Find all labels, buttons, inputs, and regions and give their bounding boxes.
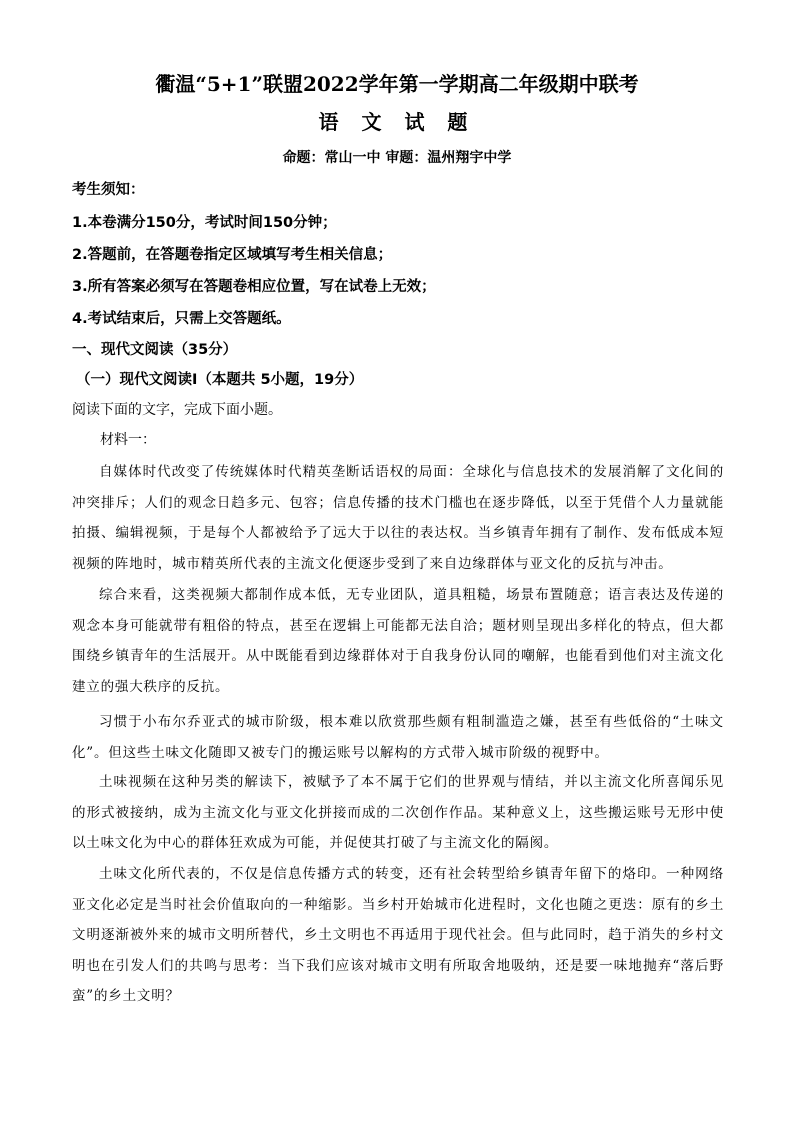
material-paragraph: 土味视频在这种另类的解读下，被赋予了本不属于它们的世界观与情结，并以主流文化所喜闻乐见的形式被接纳，成为主流文化与亚文化拼接而成的二次创作作品。某种意义上，这些搬运账号无形中使以土味文化为中心的群体狂欢成为可能，并促使其打破了与主流文化的隔阂。 bbox=[72, 774, 724, 851]
notice-item: 2.答题前，在答题卷指定区域填写考生相关信息； bbox=[72, 247, 393, 263]
material-paragraph: 综合来看，这类视频大都制作成本低，无专业团队，道具粗糙，场景布置随意；语言表达及传递的观念本身可能就带有粗俗的特点，甚至在逻辑上可能都无法自洽；题材则呈现出多样化的特点，但大都围绕乡镇青年的生活展开。从中既能看到边缘群体对于自我身份认同的嘲解，也能看到他们对主流文化建立的强大秩序的反抗。 bbox=[72, 587, 724, 695]
section-subtitle: （一）现代文阅读Ⅰ（本题共 5小题，19分） bbox=[76, 372, 364, 388]
notice-item: 3.所有答案必须写在答题卷相应位置，写在试卷上无效； bbox=[72, 279, 436, 295]
material-paragraph: 习惯于小布尔乔亚式的城市阶级，根本难以欣赏那些颇有粗制滥造之嫌，甚至有些低俗的“土味文化”。但这些土味文化随即又被专门的搬运账号以解构的方式带入城市阶级的视野中。 bbox=[72, 714, 724, 761]
notice-item: 4.考试结束后，只需上交答题纸。 bbox=[72, 311, 291, 327]
material-paragraph: 自媒体时代改变了传统媒体时代精英垄断话语权的局面：全球化与信息技术的发展消解了文化间的冲突排斥；人们的观念日趋多元、包容；信息传播的技术门槛也在逐步降低，以至于凭借个人力量就能拍摄、编辑视频，于是每个人都被给予了远大于以往的表达权。当乡镇青年拥有了制作、发布低成本短视频的阵地时，城市精英所代表的主流文化便逐步受到了来自边缘群体与亚文化的反抗与冲击。 bbox=[72, 464, 724, 572]
notice-item: 1.本卷满分150分，考试时间150分钟； bbox=[72, 215, 337, 231]
section-title: 一、现代文阅读（35分） bbox=[72, 342, 238, 358]
exam-title: 衢温“5+1”联盟2022学年第一学期高二年级期中联考 bbox=[155, 72, 639, 96]
material-paragraph: 土味文化所代表的，不仅是信息传播方式的转变，还有社会转型给乡镇青年留下的烙印。一种网络亚文化必定是当时社会价值取向的一种缩影。当乡村开始城市化进程时，文化也随之更迭：原有的乡土文明逐渐被外来的城市文明所替代，乡土文明也不再适用于现代社会。但与此同时，趋于消失的乡村文明也在引发人们的共鸣与思考：当下我们应该对城市文明有所取舍地吸纳，还是要一味地抛弃“落后野蛮”的乡土文明？ bbox=[72, 866, 724, 1004]
notice-heading: 考生须知： bbox=[72, 182, 145, 198]
exam-authors: 命题：常山一中 审题：温州翔宇中学 bbox=[282, 150, 512, 166]
exam-subject: 语 文 试 题 bbox=[318, 110, 476, 134]
reading-instruction: 阅读下面的文字，完成下面小题。 bbox=[72, 402, 282, 418]
material-label: 材料一： bbox=[100, 432, 156, 448]
